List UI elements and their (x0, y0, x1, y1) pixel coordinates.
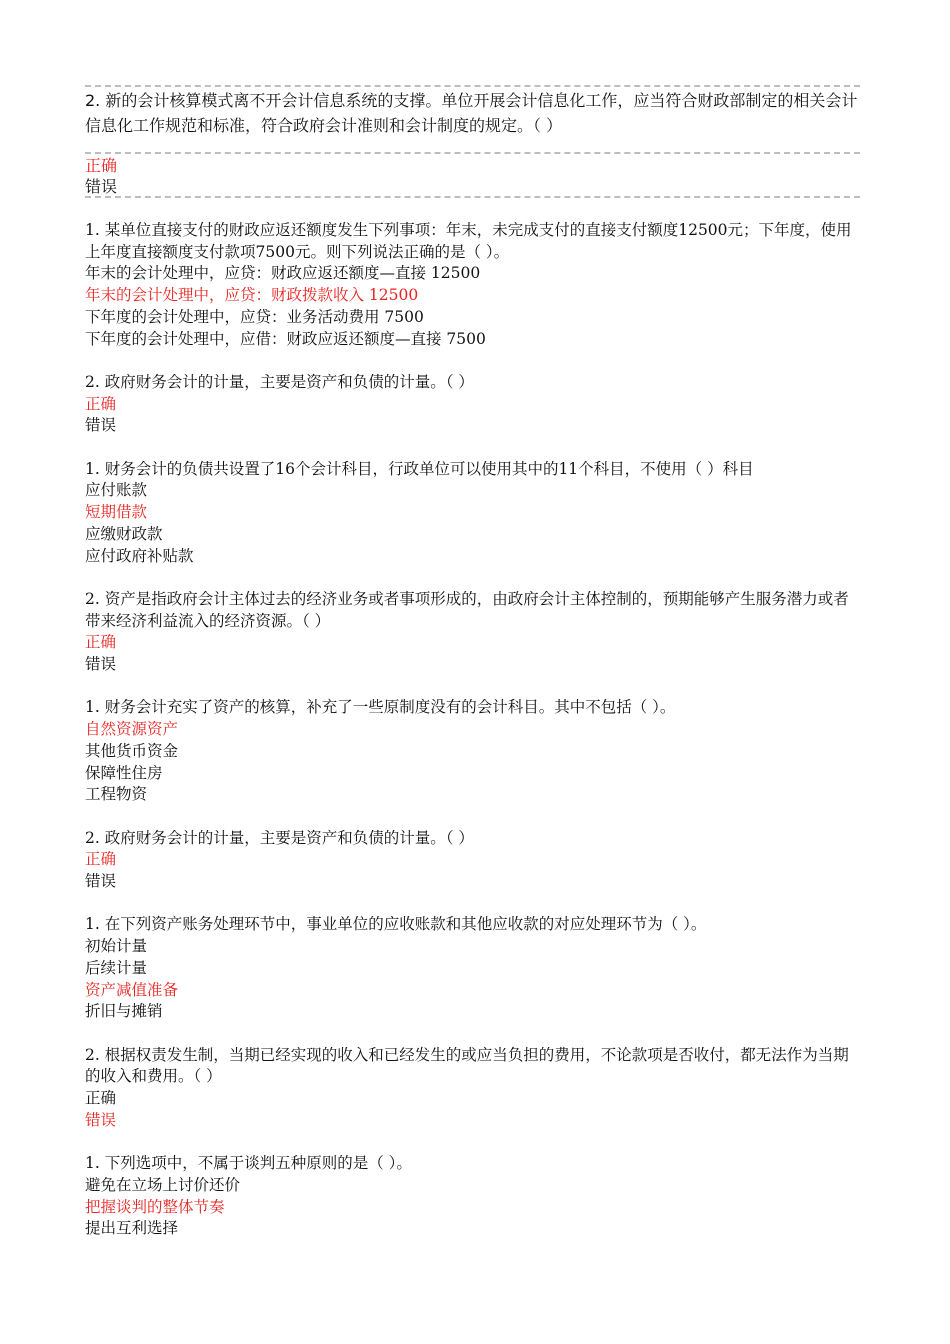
question-block (85, 697, 860, 806)
option: 后续计量 (85, 958, 148, 977)
question-text: 1. 财务会计的负债共设置了16个会计科目，行政单位可以使用其中的11个科目，不使用（ ）科目 (85, 459, 754, 478)
option: 工程物资 (85, 785, 148, 804)
option-correct: 把握谈判的整体节奏 (85, 1197, 225, 1216)
option: 避免在立场上讨价还价 (85, 1175, 241, 1194)
option: 应付政府补贴款 (85, 546, 194, 565)
question-text: 2. 新的会计核算模式离不开会计信息系统的支撑。单位开展会计信息化工作，应当符合财政部制定的相关会计信息化工作规范和标准，符合政府会计准则和会计制度的规定。（ ） (85, 91, 858, 135)
option: 其他货币资金 (85, 741, 179, 760)
question-text: 2. 根据权责发生制，当期已经实现的收入和已经发生的或应当负担的费用，不论款项是否收付，都无法作为当期的收入和费用。（ ） (85, 1045, 849, 1086)
question-block (85, 828, 860, 893)
option: 应付账款 (85, 481, 148, 500)
question-text: 1. 财务会计充实了资产的核算，补充了一些原制度没有的会计科目。其中不包括（ ）。 (85, 698, 676, 717)
question-list (85, 220, 860, 1262)
dashed-divider (85, 85, 860, 87)
question-text: 1. 下列选项中，不属于谈判五种原则的是（ ）。 (85, 1154, 412, 1173)
option: 错误 (85, 872, 117, 891)
question-block (85, 589, 860, 676)
option: 应缴财政款 (85, 524, 163, 543)
option: 提出互利选择 (85, 1219, 179, 1238)
option-correct: 自然资源资产 (85, 720, 179, 739)
question-block (85, 220, 860, 350)
option: 正确 (85, 1089, 117, 1108)
question-block (85, 1045, 860, 1132)
question-text: 1. 在下列资产账务处理环节中，事业单位的应收账款和其他应收款的对应处理环节为（ ）。 (85, 915, 707, 934)
option: 错误 (85, 655, 117, 674)
question-text: 1. 某单位直接支付的财政应返还额度发生下列事项：年末，未完成支付的直接支付额度12500元；下年度，使用上年度直接额度支付款项7500元。则下列说法正确的是（ ）。 (85, 221, 852, 261)
option: 错误 (85, 177, 118, 196)
option: 折旧与摊销 (85, 1002, 163, 1021)
question-text: 2. 政府财务会计的计量，主要是资产和负债的计量。（ ） (85, 372, 474, 391)
question-text: 2. 政府财务会计的计量，主要是资产和负债的计量。（ ） (85, 828, 474, 847)
option: 保障性住房 (85, 763, 163, 782)
option-correct: 资产减值准备 (85, 980, 179, 999)
option: 初始计量 (85, 937, 148, 956)
option-correct: 正确 (85, 156, 118, 175)
option-list (85, 155, 860, 197)
option: 下年度的会计处理中，应贷：业务活动费用 7500 (85, 307, 424, 326)
option: 错误 (85, 416, 117, 435)
option: 下年度的会计处理中，应借：财政应返还额度—直接 7500 (85, 329, 486, 348)
question-block (85, 1153, 860, 1240)
question-block (85, 914, 860, 1023)
option-correct: 年末的会计处理中，应贷：财政拨款收入 12500 (85, 286, 419, 305)
question-block (85, 372, 860, 437)
option-correct: 错误 (85, 1110, 117, 1129)
option-correct: 正确 (85, 850, 117, 869)
option-correct: 正确 (85, 394, 117, 413)
dashed-divider (85, 196, 860, 198)
option-correct: 正确 (85, 633, 117, 652)
question-text: 2. 资产是指政府会计主体过去的经济业务或者事项形成的，由政府会计主体控制的，预期能够产生服务潜力或者带来经济利益流入的经济资源。（ ） (85, 589, 849, 630)
option-correct: 短期借款 (85, 503, 148, 522)
question-block (85, 459, 860, 568)
option: 年末的会计处理中，应贷：财政应返还额度—直接 12500 (85, 264, 481, 283)
dashed-divider (85, 152, 860, 154)
